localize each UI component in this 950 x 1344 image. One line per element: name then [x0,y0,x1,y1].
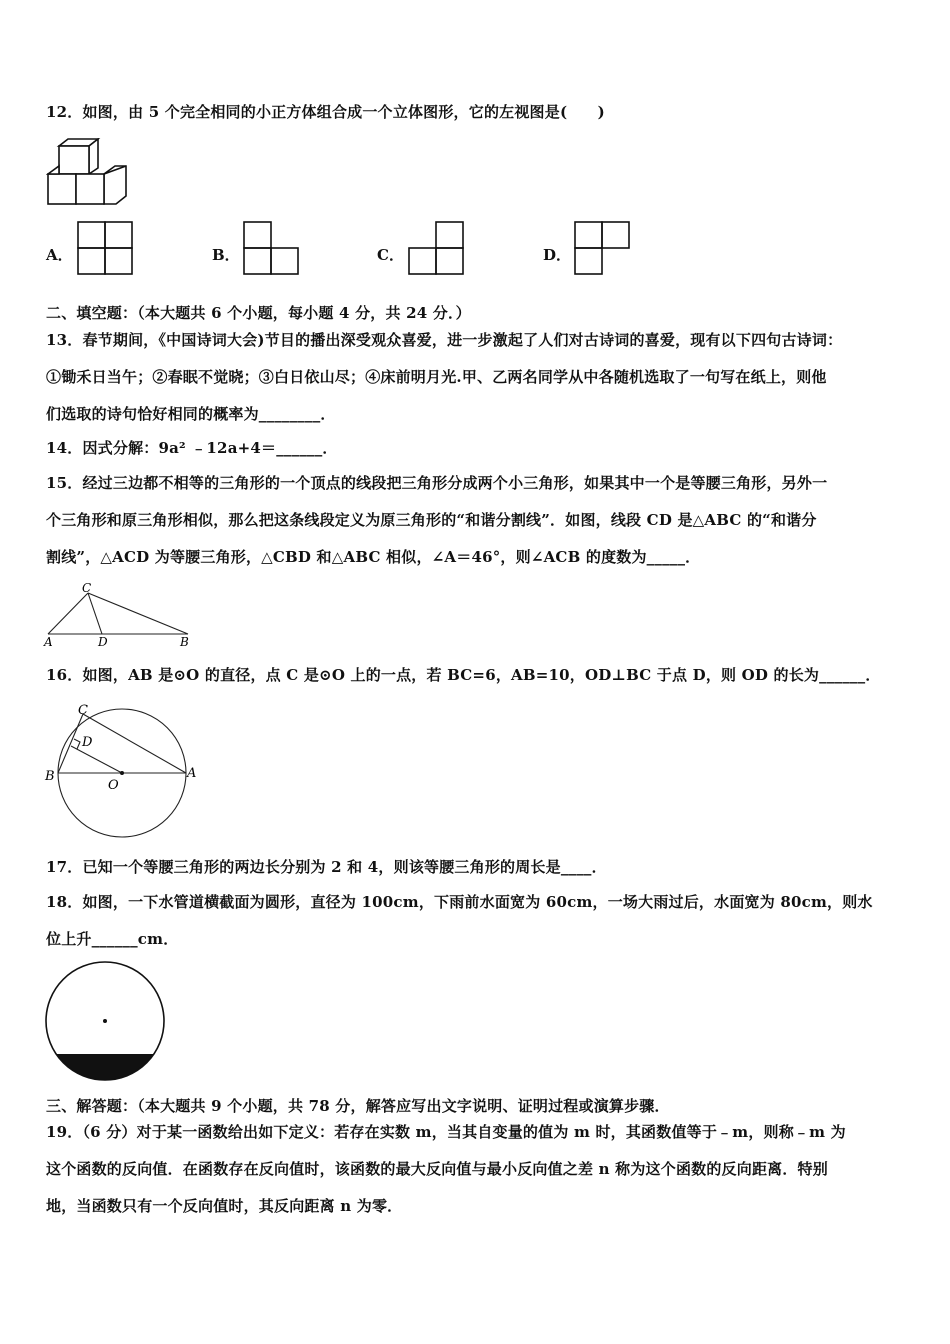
q12-option-c-label: C． [377,246,404,264]
q14-text: 14．因式分解：9a² ﹣12a+4＝______． [46,439,338,457]
q15-label-a: A [44,635,53,649]
q12-cube-figure [46,138,130,206]
q15-line1: 15．经过三边都不相等的三角形的一个顶点的线段把三角形分成两个小三角形，如果其中一个是等腰三角形，另外一 [46,474,828,492]
q15-line3: 割线”，△ACD 为等腰三角形，△CBD 和△ABC 相似，∠A＝46°，则∠ACB 的度数为_____． [46,548,701,566]
q12-option-a-label: A． [46,246,73,264]
q13-line1: 13．春节期间，《中国诗词大会)节目的播出深受观众喜爱，进一步激起了人们对古诗词的喜爱，现有以下四句古诗词： [46,331,843,349]
q15-triangle-figure [42,580,194,650]
q16-label-b: B [45,769,55,784]
q12-option-b-label: B． [212,246,240,264]
q17-text: 17．已知一个等腰三角形的两边长分别为 2 和 4，则该等腰三角形的周长是____． [46,858,607,876]
q13-line2: ①锄禾日当午；②春眠不觉晓；③白日依山尽；④床前明月光.甲、乙两名同学从中各随机选取了一句写在纸上，则他 [46,368,827,386]
q16-label-d: D [82,735,93,750]
q18-pipe-figure [42,960,168,1084]
q18-line1: 18．如图，一下水管道横截面为圆形，直径为 100cm，下雨前水面宽为 60cm，一场大雨过后，水面宽为 80cm，则水 [46,893,873,911]
q15-label-d: D [98,635,108,649]
q15-line2: 个三角形和原三角形相似，那么把这条线段定义为原三角形的“和谐分割线”．如图，线段 CD 是△ABC 的“和谐分 [46,511,817,529]
q16-label-o: O [108,778,119,793]
q12-option-d-label: D． [543,246,572,264]
q16-text: 16．如图，AB 是⊙O 的直径，点 C 是⊙O 上的一点，若 BC=6，AB=10，OD⊥BC 于点 D，则 OD 的长为______． [46,666,881,684]
q19-line1: 19．（6 分）对于某一函数给出如下定义：若存在实数 m，当其自变量的值为 m 时，其函数值等于﹣m，则称﹣m 为 [46,1123,846,1141]
section2-header: 二、填空题：（本大题共 6 个小题，每小题 4 分，共 24 分．） [46,304,471,322]
q12-option-b-figure [242,220,300,276]
q16-label-a: A [187,766,197,781]
q19-line2: 这个函数的反向值．在函数存在反向值时，该函数的最大反向值与最小反向值之差 n 称为这个函数的反向距离．特别 [46,1160,828,1178]
q12-option-c-figure [407,220,465,276]
q12-text: 12．如图，由 5 个完全相同的小正方体组合成一个立体图形，它的左视图是( ) [46,103,605,121]
q15-label-c: C [82,581,92,595]
q12-option-a-figure [76,220,134,276]
q18-line2: 位上升______cm． [46,930,179,948]
q15-label-b: B [180,635,189,649]
section3-header: 三、解答题：（本大题共 9 个小题，共 78 分，解答应写出文字说明、证明过程或演算步骤． [46,1097,670,1115]
q16-circle-figure [42,700,202,842]
q13-line3: 们选取的诗句恰好相同的概率为________． [46,405,336,423]
q19-line3: 地，当函数只有一个反向值时，其反向距离 n 为零． [46,1197,403,1215]
q16-label-c: C [78,703,88,718]
q12-option-d-figure [573,220,631,276]
